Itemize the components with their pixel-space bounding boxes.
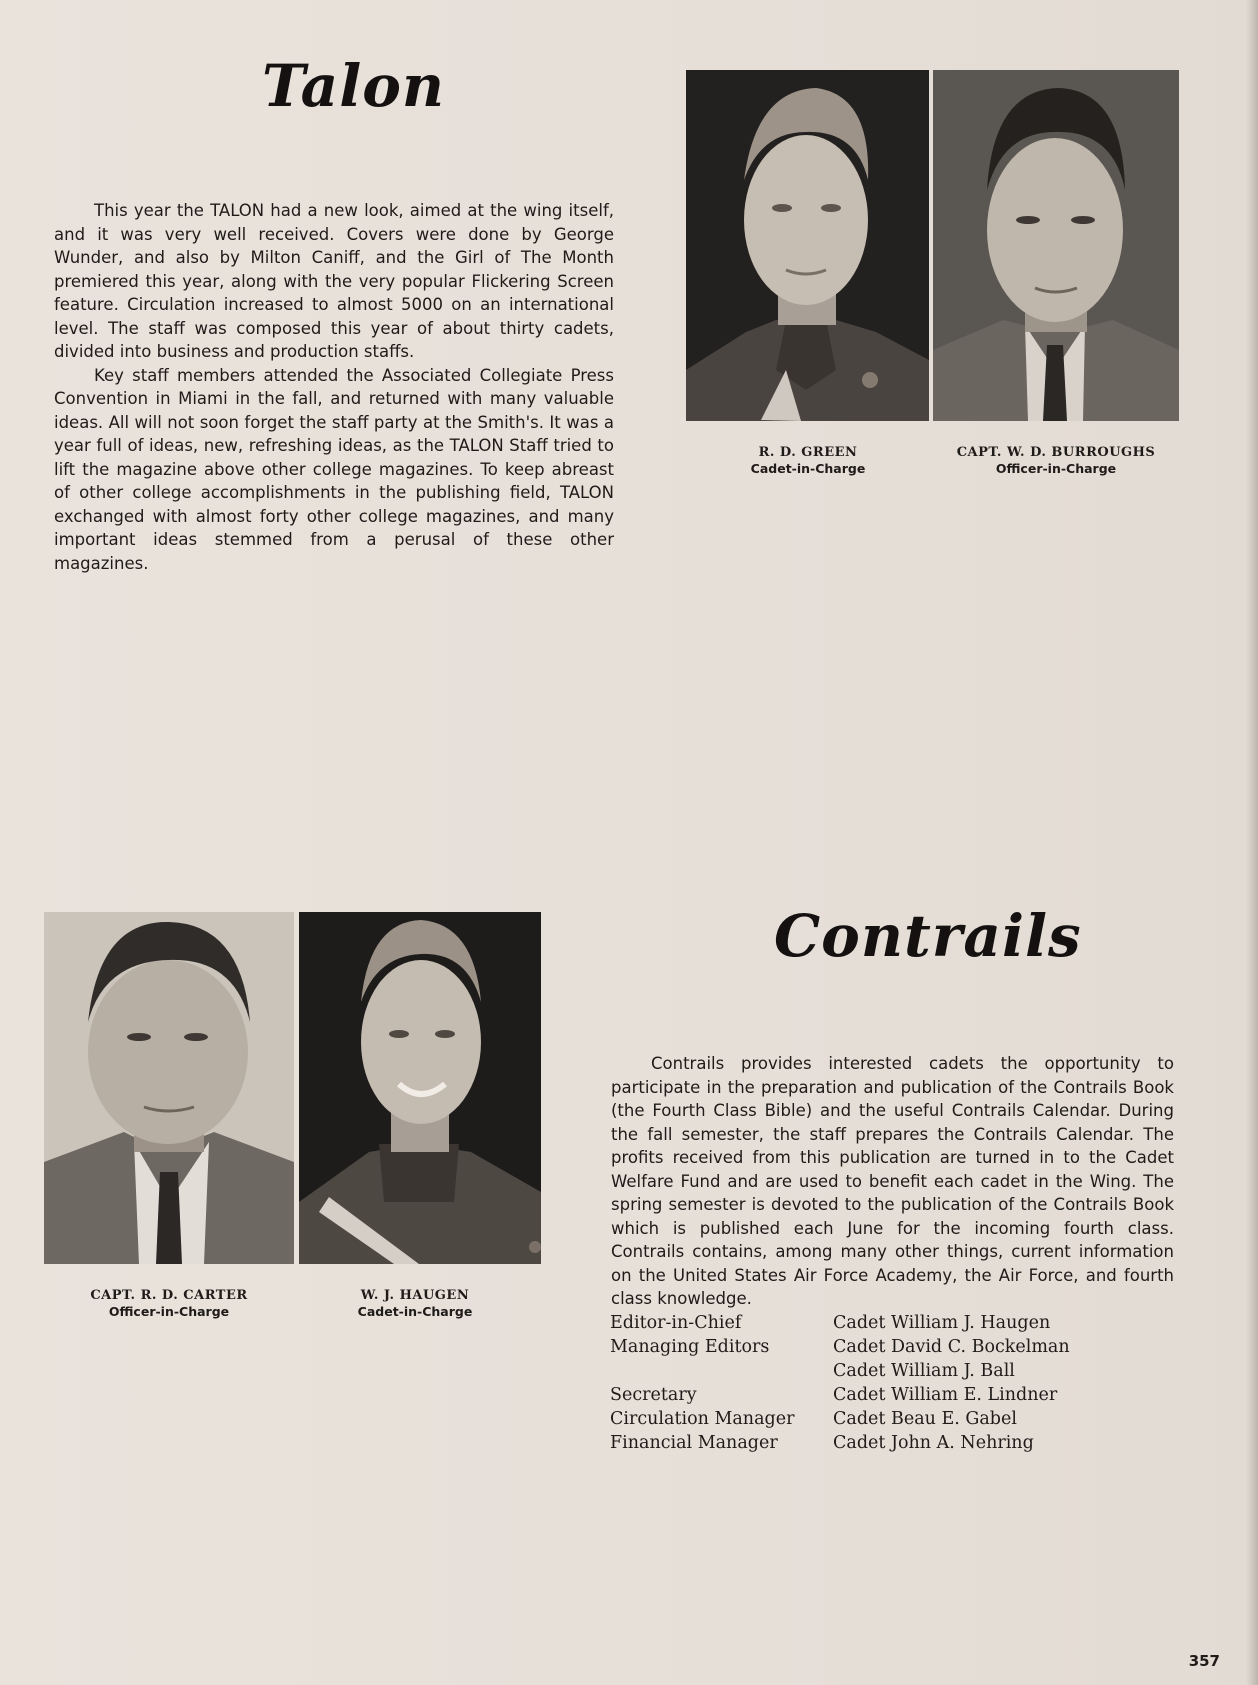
- portrait-carter-photo: [44, 912, 294, 1264]
- staff-name: Cadet William J. Haugen: [833, 1313, 1051, 1333]
- talon-paragraph-2: Key staff members attended the Associated Collegiate Press Convention in Miami in the fall, and returned with many valuable ideas. All will not soon forget the staff party at the Smith's. It was a year full of ideas, new, refreshing ideas, as the TALON Staff tried to lift the magazine above other college magazines. To keep abreast of other college accomplishments in the publishing field, TALON exchanged with almost forty other college magazines, and many important ideas stemmed from a perusal of these other magazines.: [54, 365, 614, 573]
- contrails-body: [611, 1052, 1174, 1311]
- contrails-heading: Contrails: [774, 902, 1082, 970]
- staff-row: [610, 1335, 1190, 1359]
- portrait-haugen-photo: [299, 912, 541, 1264]
- staff-name: Cadet William E. Lindner: [833, 1385, 1058, 1405]
- talon-paragraph-1: This year the TALON had a new look, aimed at the wing itself, and it was very well received. Covers were done by George Wunder, and also by Milton Caniff, and the Girl of The Month premiered this year, along with the very popular Flickering Screen feature. Circulation increased to almost 5000 on an international level. The staff was composed this year of about thirty cadets, divided into business and production staffs.: [54, 201, 614, 361]
- staff-position: Editor-in-Chief: [610, 1313, 742, 1333]
- caption-name: W. J. HAUGEN: [360, 1288, 470, 1303]
- staff-name: Cadet David C. Bockelman: [833, 1337, 1070, 1357]
- staff-row: [610, 1431, 1190, 1455]
- caption-carter: [64, 1287, 274, 1320]
- talon-heading: Talon: [262, 52, 446, 120]
- caption-role: Officer-in-Charge: [995, 461, 1117, 476]
- contrails-paragraph: Contrails provides interested cadets the opportunity to participate in the preparation and publication of the Contrails Book (the Fourth Class Bible) and the useful Contrails Calendar. During the fall semester, the staff prepares the Contrails Calendar. The profits received from this publication are turned in to the Cadet Welfare Fund and are used to benefit each cadet in the Wing. The spring semester is devoted to the publication of the Contrails Book which is published each June for the incoming fourth class. Contrails contains, among many other things, current information on the United States Air Force Academy, the Air Force, and fourth class knowledge.: [611, 1054, 1174, 1308]
- staff-name: Cadet William J. Ball: [833, 1361, 1015, 1381]
- staff-position: Financial Manager: [610, 1433, 778, 1453]
- staff-row: [610, 1383, 1190, 1407]
- caption-name: R. D. GREEN: [758, 445, 858, 460]
- caption-name: CAPT. W. D. BURROUGHS: [956, 445, 1156, 460]
- staff-position: Circulation Manager: [610, 1409, 795, 1429]
- portrait-green-photo: [686, 70, 929, 421]
- staff-name: Cadet John A. Nehring: [833, 1433, 1034, 1453]
- caption-haugen: [325, 1287, 505, 1320]
- talon-body: [54, 199, 614, 575]
- contrails-staff-list: [610, 1311, 1190, 1455]
- caption-green: [706, 444, 910, 477]
- caption-role: Cadet-in-Charge: [750, 461, 866, 476]
- staff-row: [610, 1407, 1190, 1431]
- staff-position: Secretary: [610, 1385, 697, 1405]
- staff-position: Managing Editors: [610, 1337, 770, 1357]
- staff-name: Cadet Beau E. Gabel: [833, 1409, 1017, 1429]
- caption-burroughs: [936, 444, 1176, 477]
- staff-row: [610, 1311, 1190, 1335]
- page-number: 357: [1188, 1652, 1220, 1670]
- caption-name: CAPT. R. D. CARTER: [90, 1288, 248, 1303]
- staff-position: [610, 1359, 833, 1383]
- staff-row: [610, 1359, 1190, 1383]
- caption-role: Officer-in-Charge: [108, 1304, 230, 1319]
- portrait-burroughs-photo: [933, 70, 1179, 421]
- caption-role: Cadet-in-Charge: [357, 1304, 473, 1319]
